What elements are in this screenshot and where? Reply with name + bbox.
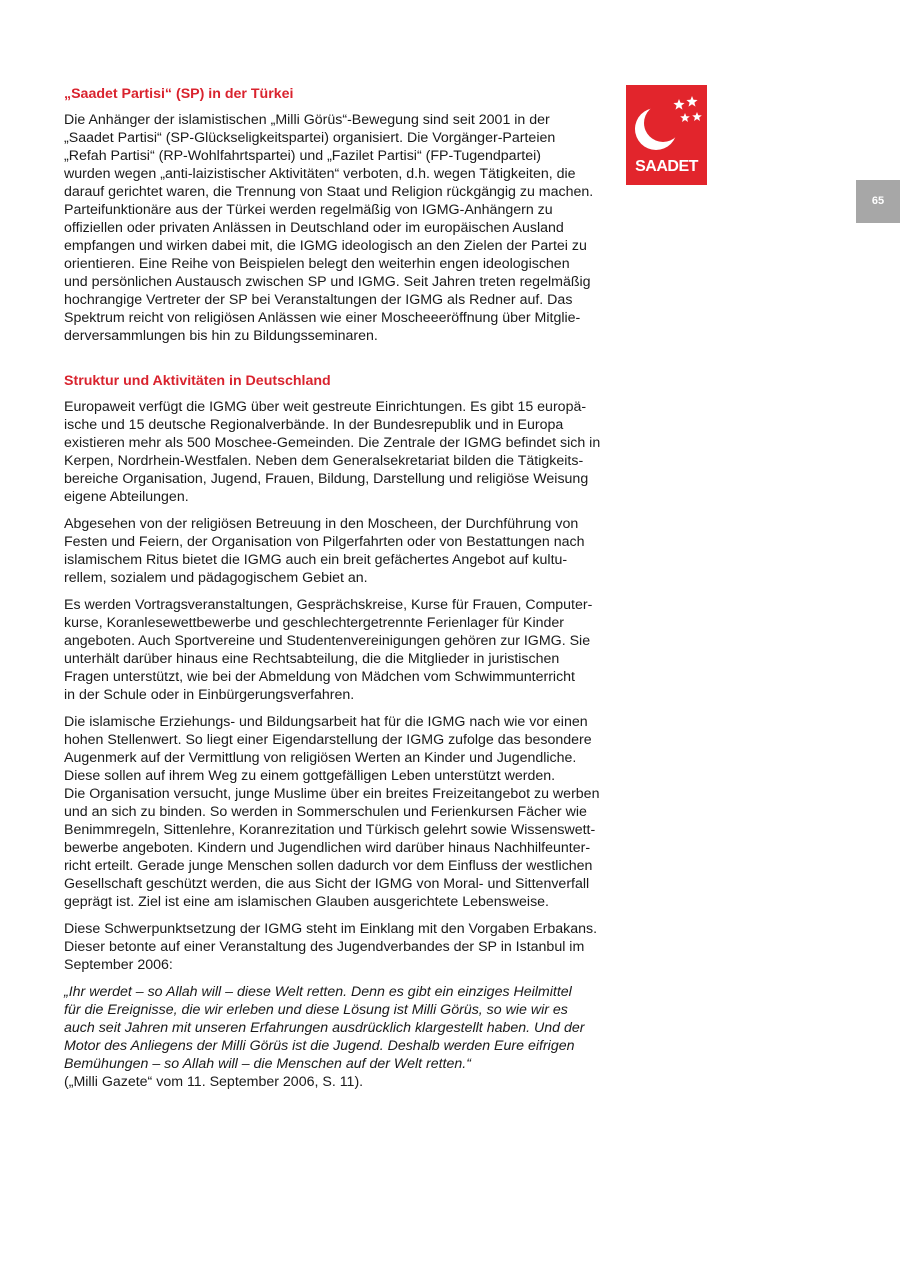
paragraph-betreuung: Abgesehen von der religiösen Betreuung in den Moscheen, der Durchführung von Festen und Feiern, der Organisation von Pilgerfahrten oder von Bestattungen nach islamischem Ritus bietet die IGMG auch ein breit gefächertes Angebot auf kultu- rellem, sozialem und pädagogischem Gebiet an. — [64, 516, 585, 586]
section-heading-struktur: Struktur und Aktivitäten in Deutschland — [64, 373, 331, 389]
page-number: 65 — [856, 180, 900, 223]
paragraph-einrichtungen: Europaweit verfügt die IGMG über weit gestreute Einrichtungen. Es gibt 15 europä- ische und 15 deutsche Regionalverbände. In der Bundesrepublik und in Europa existieren mehr als 500 Moschee-Gemeinden. Die Zentrale der IGMG befindet sich in Kerpen, Nordrhein-Westfalen. Neben dem Generalsekretariat bilden die Tätigkeits- bereiche Organisation, Jugend, Frauen, Bildung, Darstellung und religiöse Weisung eigene Abteilungen. — [64, 399, 601, 505]
page-content — [64, 85, 612, 1100]
paragraph-veranstaltungen: Es werden Vortragsveranstaltungen, Gesprächskreise, Kurse für Frauen, Computer- kurse, Koranlesewettbewerbe und geschlechtergetrennte Ferienlager für Kinder angeboten. Auch Sportvereine und Studentenvereinigungen gehören zur IGMG. Sie unterhält darüber hinaus eine Rechtsabteilung, die die Mitglieder in juristischen Fragen unterstützt, wie bei der Abmeldung von Mädchen vom Schwimmunterricht in der Schule oder in Einbürgerungsverfahren. — [64, 597, 593, 703]
logo-text: SAADET — [635, 158, 698, 175]
paragraph-saadet-partisi: Die Anhänger der islamistischen „Milli Görüs“-Bewegung sind seit 2001 in der „Saadet Partisi“ (SP-Glückseligkeitspartei) organisiert. Die Vorgänger-Parteien „Refah Partisi“ (RP-Wohlfahrtspartei) und „Fazilet Partisi“ (FP-Tugendpartei) wurden wegen „anti-laizistischer Aktivitäten“ verboten, d.h. wegen Tätigkeiten, die darauf gerichtet waren, die Trennung von Staat und Religion rückgängig zu machen. Parteifunktionäre aus der Türkei werden regelmäßig von IGMG-Anhängern zu offiziellen oder privaten Anlässen in Deutschland oder im europäischen Ausland empfangen und wirken dabei mit, die IGMG ideologisch an den Zielen der Partei zu orientieren. Eine Reihe von Beispielen belegt den weiterhin engen ideologischen und persönlichen Austausch zwischen SP und IGMG. Seit Jahren treten regelmäßig hochrangige Vertreter der SP bei Veranstaltungen der IGMG als Redner auf. Das Spektrum reicht von religiösen Anlässen wie einer Moscheeeröffnung über Mitglie- derversammlungen bis hin zu Bildungsseminaren. — [64, 112, 594, 344]
saadet-logo — [626, 85, 707, 185]
paragraph-erbakan: Diese Schwerpunktsetzung der IGMG steht im Einklang mit den Vorgaben Erbakans. Dieser betonte auf einer Veranstaltung des Jugendverbandes der SP in Istanbul im September 2006: — [64, 921, 598, 973]
quote-source: („Milli Gazete“ vom 11. September 2006, S. 11). — [64, 1074, 364, 1090]
paragraph-bildungsarbeit: Die islamische Erziehungs- und Bildungsarbeit hat für die IGMG nach wie vor einen hohen Stellenwert. So liegt einer Eigendarstellung der IGMG zufolge das besondere Augenmerk auf der Vermittlung von religiösen Werten an Kinder und Jugendliche. Diese sollen auf ihrem Weg zu einem gottgefälligen Leben unterstützt werden. Die Organisation versucht, junge Muslime über ein breites Freizeitangebot zu werben und an sich zu binden. So werden in Sommerschulen und Ferienkursen Fächer wie Benimmregeln, Sittenlehre, Koranrezitation und Türkisch gelehrt sowie Wissenswett- bewerbe angeboten. Kindern und Jugendlichen wird darüber hinaus Nachhilfeunter- richt erteilt. Gerade junge Menschen sollen dadurch vor dem Einfluss der westlichen Gesellschaft geschützt werden, die aus Sicht der IGMG von Moral- und Sittenverfall geprägt ist. Ziel ist eine am islamischen Glauben ausgerichtete Lebensweise. — [64, 714, 600, 910]
section-heading-saadet-partisi: „Saadet Partisi“ (SP) in der Türkei — [64, 86, 294, 102]
crescent-stars-icon — [626, 85, 707, 159]
quote-erbakan: „Ihr werdet – so Allah will – diese Welt retten. Denn es gibt ein einziges Heilmittel für die Ereignisse, die wir erleben und diese Lösung ist Milli Görüs, so wie wir es auch seit Jahren mit unseren Erfahrungen ausdrücklich klargestellt haben. Und der Motor des Anliegens der Milli Görüs ist die Jugend. Deshalb werden Eure eifrigen Bemühungen – so Allah will – die Menschen auf der Welt retten.“ — [64, 984, 585, 1072]
